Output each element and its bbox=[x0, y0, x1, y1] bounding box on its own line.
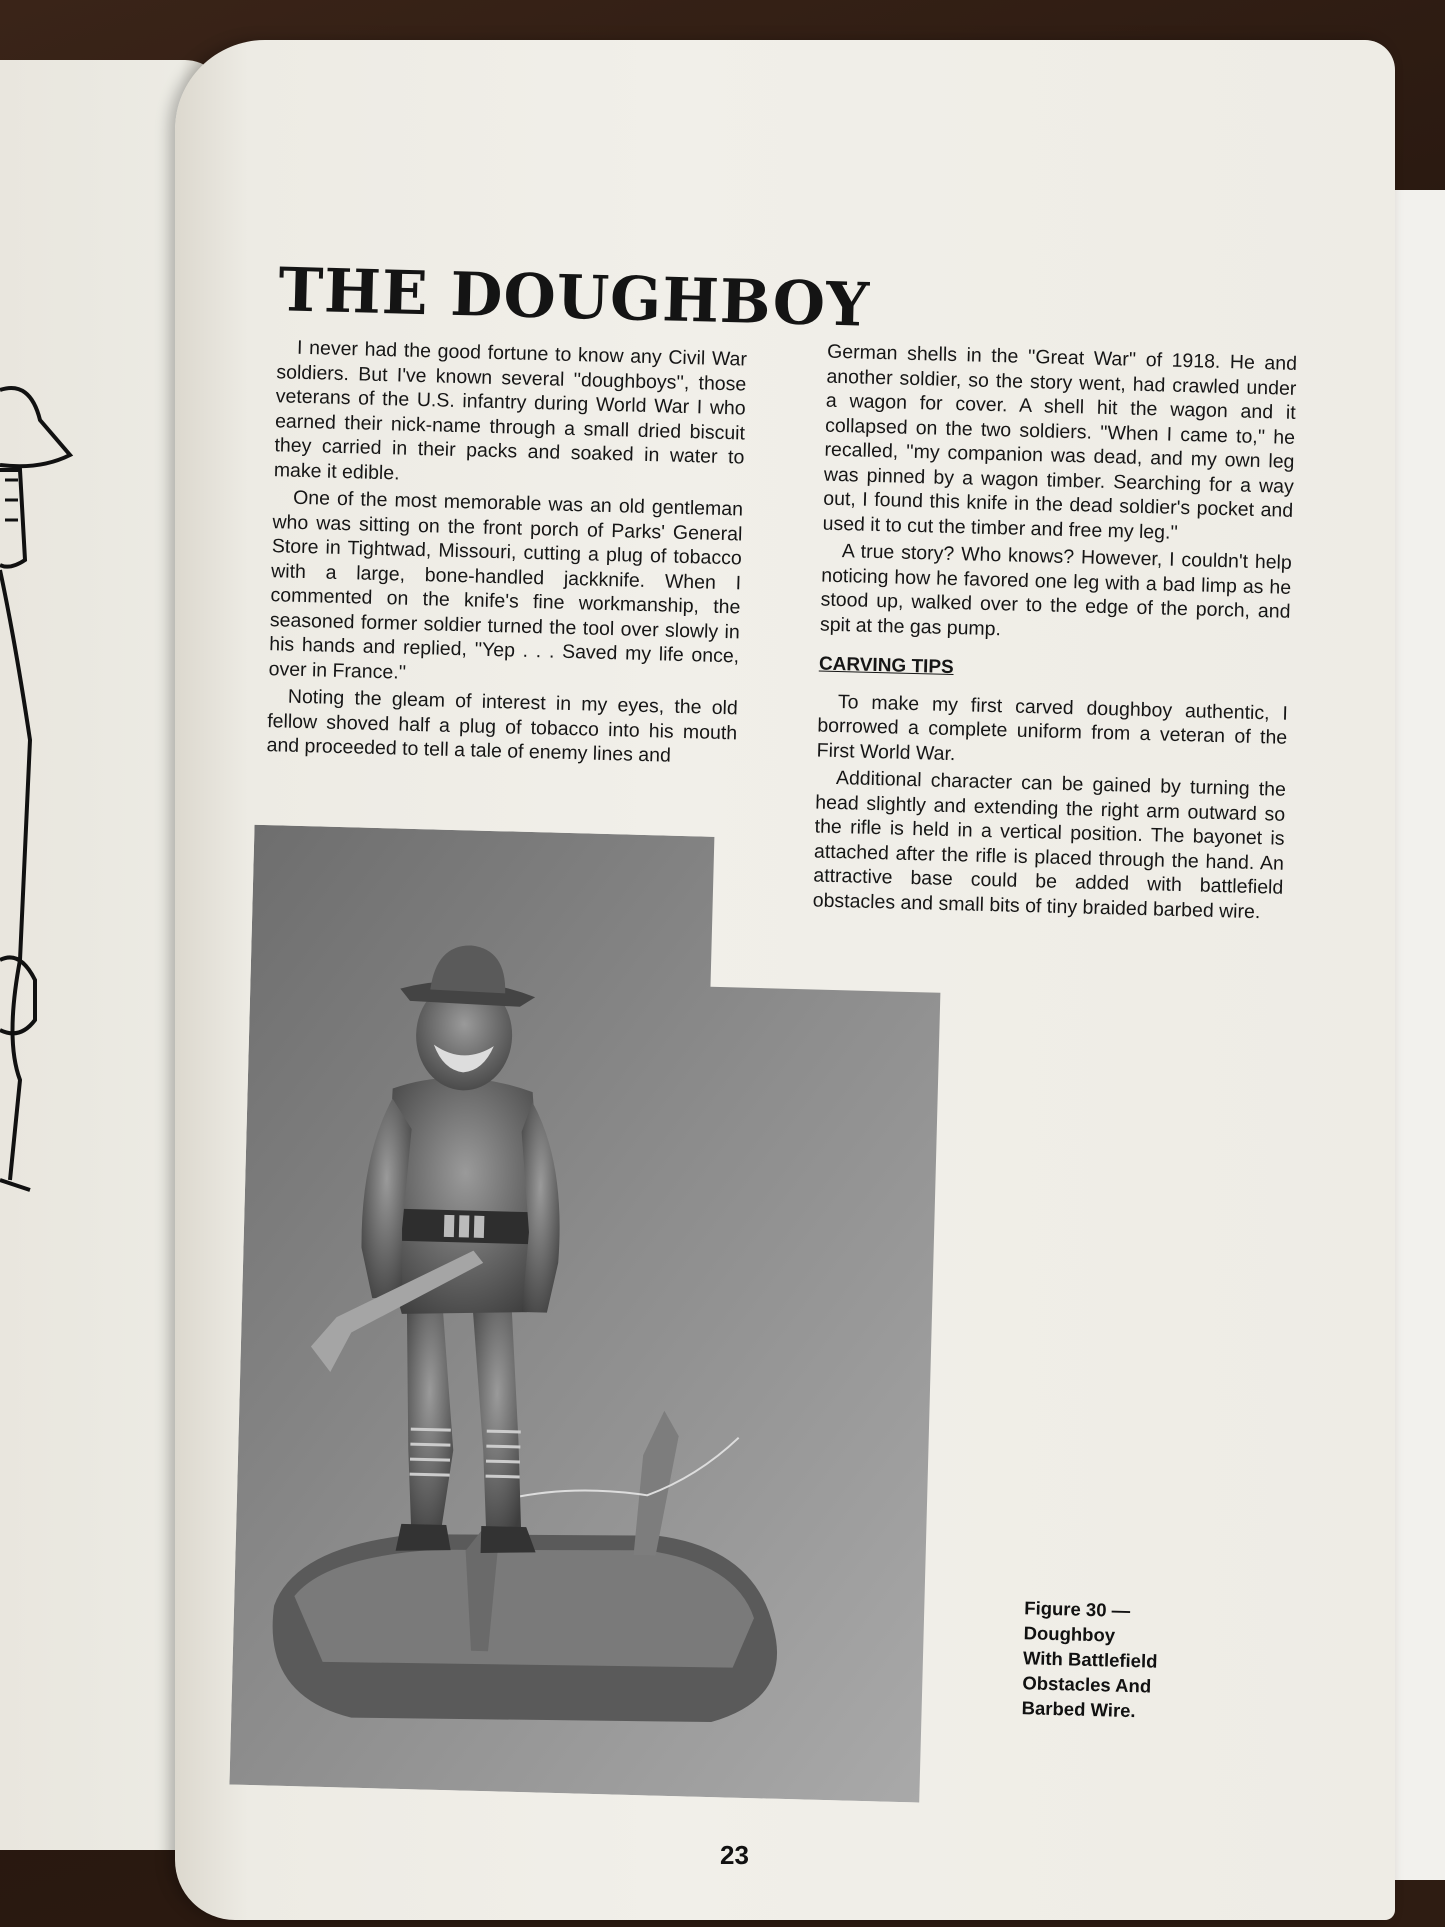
doughboy-carving-photo bbox=[229, 825, 954, 1803]
carving-tips-heading: CARVING TIPS bbox=[818, 653, 954, 679]
paragraph: I never had the good fortune to know any Civil War soldiers. But I've known several ''doughboys'', those veterans of the U.S. infantry during World War I who earned their nick-name through a small dried biscuit they carried in their packs and soaked in water to make it edible. bbox=[273, 336, 748, 484]
page-content bbox=[266, 235, 1310, 1722]
paragraph: One of the most memorable was an old gentleman who was sitting on the front porch of Parks' General Store in Tightwad, Missouri, cutting a plug of tobacco with a large, bone-handled jackknife. When I commented on the knife's fine workmanship, the seasoned former soldier turned the tool over slowly in his hands and replied, ''Yep . . . Saved my life once, over in France.'' bbox=[268, 486, 744, 684]
paragraph: Noting the gleam of interest in my eyes, the old fellow shoved half a plug of tobacco into his mouth and proceeded to tell a tale of enemy lines and bbox=[266, 685, 739, 767]
right-text-column bbox=[812, 340, 1297, 928]
figure-caption bbox=[1021, 1595, 1224, 1725]
paragraph: A true story? Who knows? However, I couldn't help noticing how he favored one leg with a bad limp as he stood up, walked over to the edge of the porch, and spit at the gas pump. bbox=[819, 540, 1293, 640]
page-number: 23 bbox=[720, 1840, 749, 1870]
caption-line: Barbed Wire. bbox=[1021, 1697, 1136, 1722]
left-text-column bbox=[266, 335, 747, 773]
caption-line: Figure 30 — Doughboy bbox=[1023, 1597, 1131, 1646]
paragraph: German shells in the ''Great War'' of 1918. He and another soldier, so the story went, had crawled under a wagon for cover. A shell hit the wagon and it collapsed on the two soldiers. ''When I came to,'' he recalled, ''my companion was dead, and my own leg was pinned by a wagon timber. Searching for a way out, I found this knife in the dead soldier's pocket and used it to cut the timber and free my leg.'' bbox=[822, 340, 1298, 544]
page-title: THE DOUGHBOY bbox=[277, 255, 871, 341]
book-page bbox=[175, 40, 1395, 1920]
caption-line: Obstacles And bbox=[1022, 1672, 1152, 1697]
caption-line: With Battlefield bbox=[1022, 1647, 1158, 1672]
paragraph: Additional character can be gained by turning the head slightly and extending the right arm outward so the rifle is held in a vertical position. The bayonet is attached after the rifle is placed through the hand. An attractive base could be added with battlefield obstacles and small bits of tiny braided barbed wire. bbox=[812, 767, 1287, 923]
paragraph: To make my first carved doughboy authentic, I borrowed a complete uniform from a veteran of the First World War. bbox=[816, 690, 1289, 765]
